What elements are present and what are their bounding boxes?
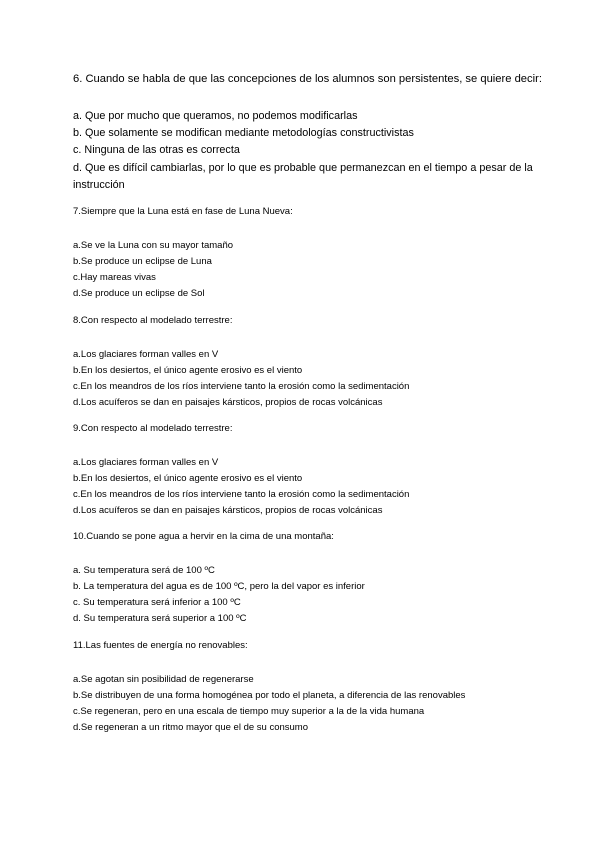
option-d: d.Se produce un eclipse de Sol	[73, 288, 205, 299]
option-a: a.Se agotan sin posibilidad de regenerarse	[73, 674, 254, 685]
option-c: c. Su temperatura será inferior a 100 ºC	[73, 597, 241, 608]
option-d: d.Los acuíferos se dan en paisajes kársticos, propios de rocas volcánicas	[73, 397, 383, 408]
option-d: d. Su temperatura será superior a 100 ºC	[73, 613, 247, 624]
option-a: a.Se ve la Luna con su mayor tamaño	[73, 240, 234, 251]
question-6	[73, 72, 560, 194]
question-title: 11.Las fuentes de energía no renovables:	[73, 640, 248, 651]
question-title: 8.Con respecto al modelado terrestre:	[73, 315, 233, 326]
option-b: b.En los desiertos, el único agente erosivo es el viento	[73, 473, 303, 484]
option-list	[73, 347, 560, 411]
option-b: b.Se produce un eclipse de Luna	[73, 256, 212, 267]
option-c: c.Hay mareas vivas	[73, 272, 156, 283]
option-list	[73, 108, 560, 194]
option-a: a.Los glaciares forman valles en V	[73, 457, 219, 468]
option-c: c. Ninguna de las otras es correcta	[73, 144, 240, 156]
option-b: b.En los desiertos, el único agente erosivo es el viento	[73, 365, 303, 376]
question-8	[73, 315, 560, 411]
question-title: 6. Cuando se habla de que las concepciones de los alumnos son persistentes, se quiere decir:	[73, 73, 542, 85]
option-list	[73, 455, 560, 519]
question-11	[73, 640, 560, 736]
question-10	[73, 531, 560, 627]
option-b: b. Que solamente se modifican mediante metodologías constructivistas	[73, 127, 414, 139]
option-c: c.En los meandros de los ríos interviene tanto la erosión como la sedimentación	[73, 489, 410, 500]
option-c: c.En los meandros de los ríos interviene tanto la erosión como la sedimentación	[73, 381, 410, 392]
question-title: 7.Siempre que la Luna está en fase de Luna Nueva:	[73, 206, 293, 217]
option-list	[73, 672, 560, 736]
option-a: a. Que por mucho que queramos, no podemos modificarlas	[73, 110, 358, 122]
option-list	[73, 563, 560, 627]
option-c: c.Se regeneran, pero en una escala de tiempo muy superior a la de la vida humana	[73, 706, 425, 717]
option-b: b. La temperatura del agua es de 100 ºC, pero la del vapor es inferior	[73, 581, 365, 592]
option-d: d.Los acuíferos se dan en paisajes kársticos, propios de rocas volcánicas	[73, 505, 383, 516]
option-list	[73, 238, 560, 302]
option-a: a.Los glaciares forman valles en V	[73, 349, 219, 360]
option-d: d. Que es difícil cambiarlas, por lo que es probable que permanezcan en el tiempo a pesar de la instrucción	[73, 162, 533, 191]
question-9	[73, 423, 560, 519]
option-d: d.Se regeneran a un ritmo mayor que el de su consumo	[73, 722, 308, 733]
question-7	[73, 206, 560, 302]
option-b: b.Se distribuyen de una forma homogénea por todo el planeta, a diferencia de las renovables	[73, 690, 466, 701]
question-title: 10.Cuando se pone agua a hervir en la cima de una montaña:	[73, 531, 334, 542]
question-title: 9.Con respecto al modelado terrestre:	[73, 423, 233, 434]
option-a: a. Su temperatura será de 100 ºC	[73, 565, 215, 576]
